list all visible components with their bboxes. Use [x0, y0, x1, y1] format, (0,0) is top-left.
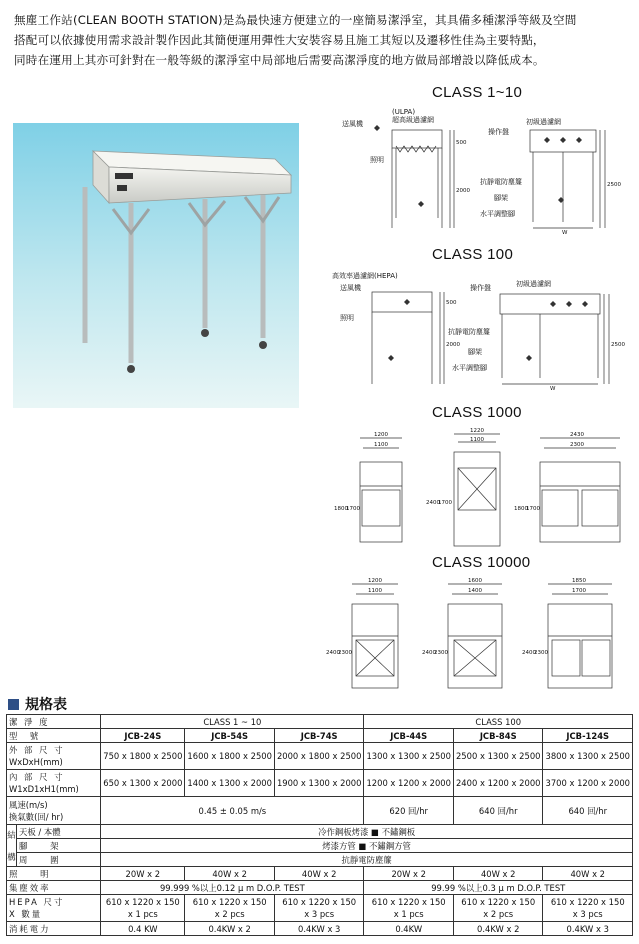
model-cell: JCB-24S: [101, 729, 185, 743]
structure-side-label: [7, 825, 17, 867]
table-cell: 40W x 2: [543, 867, 633, 881]
table-cell: 1400 x 1300 x 2000: [185, 770, 275, 797]
dim-h3: 2500: [607, 182, 621, 188]
table-cell: 冷作鋼板烤漆 ■ 不鏽鋼板: [101, 825, 633, 839]
heading-square-icon: [8, 699, 19, 710]
label-light: 照明: [340, 314, 354, 322]
table-cell: [274, 895, 364, 922]
hepa-size: 610 x 1220 x 150: [105, 897, 180, 907]
table-cell: 0.4KW: [364, 922, 454, 936]
table-cell: 0.4 KW: [101, 922, 185, 936]
label-leveler: 水平調整腳: [452, 364, 487, 372]
label-hepa: 高效率過濾網(HEPA): [332, 272, 398, 280]
side-char: 構: [7, 851, 16, 862]
row-label: 型 號: [7, 729, 101, 743]
table-cell: [185, 895, 275, 922]
intro-line: 同時在運用上其亦可針對在一般等級的潔淨室中局部地后需要高潔淨度的地方做局部增設以降低成本。: [14, 53, 545, 67]
dim-inner: 1700: [572, 588, 586, 594]
label-light: 照明: [370, 156, 384, 164]
row-label: 集塵效率: [7, 881, 101, 895]
dim-h2: 2000: [446, 342, 460, 348]
table-cell: 烤漆方管 ■ 不鏽鋼方管: [101, 839, 633, 853]
model-cell: JCB-54S: [185, 729, 275, 743]
class-header: CLASS 100: [364, 715, 633, 729]
spec-title: 規格表: [25, 697, 67, 713]
row-label-line: 風速(m/s): [9, 799, 48, 810]
table-cell: [364, 895, 454, 922]
hepa-size: 610 x 1220 x 150: [282, 897, 357, 907]
table-cell: [101, 895, 185, 922]
model-cell: JCB-84S: [453, 729, 543, 743]
dim-inner: 2300: [570, 442, 584, 448]
dim-h1: 2400: [426, 500, 440, 506]
dim-h2: 1700: [526, 506, 540, 512]
class-1-10-title: CLASS 1~10: [432, 84, 523, 101]
dim-inner: 1400: [468, 588, 482, 594]
dim-h1: 2400: [422, 650, 436, 656]
row-label-line: 外 部 尺 寸: [9, 745, 65, 755]
table-cell: 0.4KW x 2: [453, 922, 543, 936]
dim-h1: 500: [456, 140, 467, 146]
dim-h2: 2300: [434, 650, 448, 656]
table-cell: 750 x 1800 x 2500: [101, 743, 185, 770]
dim-h1: 2400: [522, 650, 536, 656]
class-10000-diagram: [318, 574, 635, 694]
table-cell: 40W x 2: [185, 867, 275, 881]
table-cell: 0.4KW x 3: [274, 922, 364, 936]
model-cell: JCB-124S: [543, 729, 633, 743]
label-leg: 腳架: [468, 348, 482, 356]
table-cell: 640 回/hr: [543, 797, 633, 825]
table-cell: 20W x 2: [364, 867, 454, 881]
row-label: 潔 淨 度: [7, 715, 101, 729]
dim-h2: 2300: [338, 650, 352, 656]
row-label: 照 明: [7, 867, 101, 881]
dim-inner: 1100: [368, 588, 382, 594]
class-100-title: CLASS 100: [432, 246, 514, 263]
intro-line: 無塵工作站(CLEAN BOOTH STATION)是為最快速方便建立的一座簡易潔淨室，其具備多種潔淨等級及空間: [14, 13, 577, 27]
table-cell: 2000 x 1800 x 2500: [274, 743, 364, 770]
table-row: [7, 825, 633, 839]
hepa-qty: x 3 pcs: [304, 909, 335, 919]
dim-outer: 1200: [374, 432, 388, 438]
table-cell: 640 回/hr: [453, 797, 543, 825]
table-cell: 1600 x 1800 x 2500: [185, 743, 275, 770]
table-cell: 620 回/hr: [364, 797, 454, 825]
table-cell: 0.4KW x 2: [185, 922, 275, 936]
hepa-qty: x 1 pcs: [127, 909, 158, 919]
table-row: [7, 895, 633, 922]
dim-h1: 500: [446, 300, 457, 306]
table-cell: 1900 x 1300 x 2000: [274, 770, 364, 797]
hepa-size: 610 x 1220 x 150: [550, 897, 625, 907]
table-row: [7, 770, 633, 797]
label-blower: 送風機: [340, 284, 361, 292]
table-cell: 0.4KW x 3: [543, 922, 633, 936]
row-label: [7, 895, 101, 922]
table-cell: 2400 x 1200 x 2000: [453, 770, 543, 797]
dim-outer: 1220: [470, 428, 484, 434]
row-label: 消耗電力: [7, 922, 101, 936]
dim-inner: 1100: [374, 442, 388, 448]
label-curtain: 抗靜電防塵簾: [448, 328, 490, 336]
class-1000-title: CLASS 1000: [432, 404, 522, 421]
table-cell: 2500 x 1300 x 2500: [453, 743, 543, 770]
label-leveler: 水平調整腳: [480, 210, 515, 218]
table-row: [7, 867, 633, 881]
hepa-qty: x 3 pcs: [572, 909, 603, 919]
class-header: CLASS 1 ~ 10: [101, 715, 364, 729]
row-label-line: HEPA 尺寸: [9, 897, 65, 907]
table-cell: [453, 895, 543, 922]
table-cell: 3800 x 1300 x 2500: [543, 743, 633, 770]
dim-h2: 2300: [534, 650, 548, 656]
table-cell: 40W x 2: [453, 867, 543, 881]
dim-outer: 1850: [572, 578, 586, 584]
class-1000-diagram: [330, 424, 635, 554]
class-10000-title: CLASS 10000: [432, 554, 531, 571]
product-photo: [13, 123, 299, 408]
dim-h2: 1700: [438, 500, 452, 506]
table-cell: 抗靜電防塵簾: [101, 853, 633, 867]
row-label-line: W1xD1xH1(mm): [9, 784, 79, 794]
intro-line: 搭配可以依據使用需求設計製作因此其簡便運用彈性大安裝容易且施工其短以及遷移性佳為主要特點，: [14, 33, 545, 47]
dim-w: W: [562, 230, 568, 235]
dim-h1: 2400: [326, 650, 340, 656]
label-ulpa: (ULPA): [392, 108, 416, 116]
label-curtain: 抗靜電防塵簾: [480, 178, 522, 186]
table-cell: 650 x 1300 x 2000: [101, 770, 185, 797]
table-row: [7, 839, 633, 853]
row-label: [7, 743, 101, 770]
dim-h2: 2000: [456, 188, 470, 194]
model-cell: JCB-44S: [364, 729, 454, 743]
label-panel: 操作盤: [488, 128, 509, 136]
spec-table-heading: [8, 694, 67, 714]
hepa-size: 610 x 1220 x 150: [461, 897, 536, 907]
table-cell: 99.99 %以上0.3 μ m D.O.P. TEST: [364, 881, 633, 895]
table-cell: 3700 x 1200 x 2000: [543, 770, 633, 797]
label-prefilter: 初級過濾網: [526, 118, 561, 126]
table-cell: 0.45 ± 0.05 m/s: [101, 797, 364, 825]
table-cell: 99.999 %以上0.12 μ m D.O.P. TEST: [101, 881, 364, 895]
table-cell: 1200 x 1200 x 2000: [364, 770, 454, 797]
label-blower: 送風機: [342, 120, 363, 128]
label-ulpa-filter: 超高級過濾網: [392, 116, 434, 124]
table-row: [7, 881, 633, 895]
hepa-size: 610 x 1220 x 150: [371, 897, 446, 907]
table-row: [7, 922, 633, 936]
dim-outer: 1200: [368, 578, 382, 584]
side-char: 結: [7, 829, 16, 840]
table-cell: 1300 x 1300 x 2500: [364, 743, 454, 770]
table-cell: [543, 895, 633, 922]
label-panel: 操作盤: [470, 284, 491, 292]
class-1-10-diagram: [330, 100, 635, 235]
dim-w: W: [550, 386, 556, 392]
label-prefilter: 初級過濾網: [516, 280, 551, 288]
row-label-line: 換氣數(回/ hr): [9, 811, 64, 822]
dim-h2: 1700: [346, 506, 360, 512]
table-row: [7, 797, 633, 825]
dim-h1: 1800: [514, 506, 528, 512]
row-label: 天板 / 本體: [16, 825, 100, 839]
hepa-qty: x 2 pcs: [214, 909, 245, 919]
dim-outer: 1600: [468, 578, 482, 584]
intro-paragraph: [14, 10, 634, 70]
row-label-line: 內 部 尺 寸: [9, 772, 65, 782]
row-label-line: X 數量: [9, 909, 43, 919]
class-100-diagram: [330, 266, 635, 396]
model-cell: JCB-74S: [274, 729, 364, 743]
row-label: 腳 架: [16, 839, 100, 853]
row-label-line: WxDxH(mm): [9, 757, 63, 767]
hepa-size: 610 x 1220 x 150: [192, 897, 267, 907]
dim-inner: 1100: [470, 437, 484, 443]
table-cell: 20W x 2: [101, 867, 185, 881]
dim-outer: 2430: [570, 432, 584, 438]
dim-h3: 2500: [611, 342, 625, 348]
row-label: [7, 797, 101, 825]
spec-table: [6, 714, 633, 936]
table-row: [7, 743, 633, 770]
table-row: [7, 715, 633, 729]
row-label: [7, 770, 101, 797]
row-label: 周 圍: [16, 853, 100, 867]
table-cell: 40W x 2: [274, 867, 364, 881]
dim-h1: 1800: [334, 506, 348, 512]
label-leg: 腳架: [494, 194, 508, 202]
hepa-qty: x 1 pcs: [393, 909, 424, 919]
table-row: [7, 853, 633, 867]
table-row: [7, 729, 633, 743]
hepa-qty: x 2 pcs: [483, 909, 514, 919]
